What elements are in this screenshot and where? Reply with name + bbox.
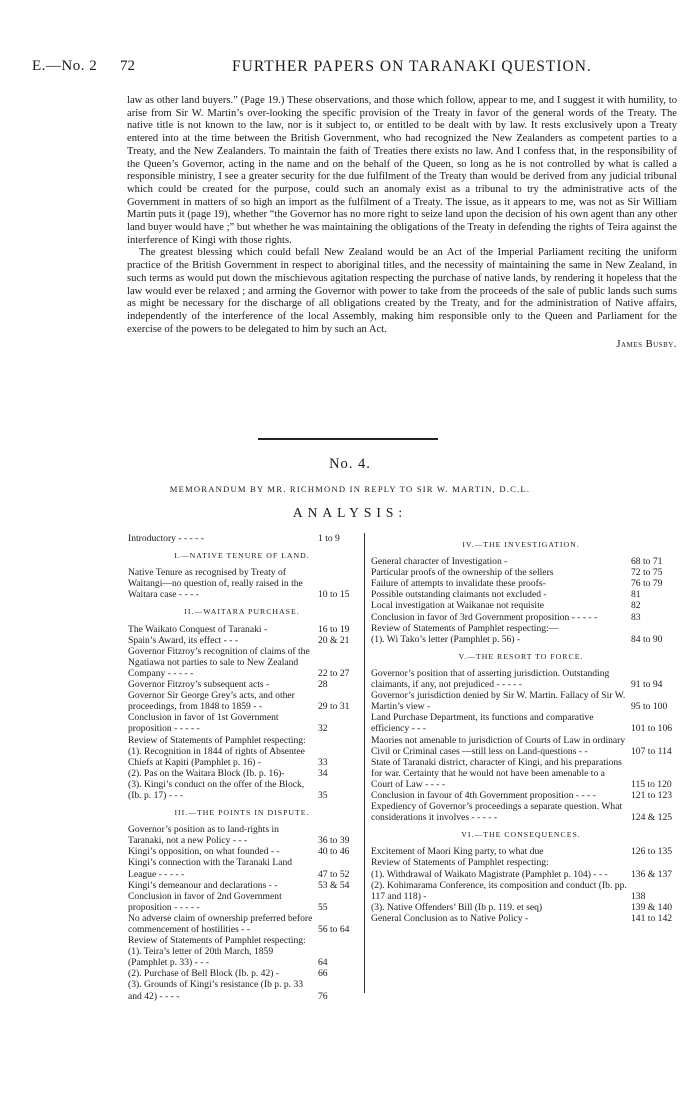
analysis-entry [128, 533, 356, 544]
analysis-entry [371, 578, 671, 589]
analysis-entry [371, 612, 671, 623]
analysis-entry [128, 679, 356, 690]
analysis-entry-paragraphs: 40 to 46 [318, 846, 350, 858]
analysis-entry-text: Possible outstanding claimants not excluded - [371, 589, 547, 601]
analysis-entry-text: Conclusion in favor of 1st Government proposition - - - - - [128, 712, 279, 735]
page-header [32, 58, 672, 80]
analysis-entry-paragraphs: 121 to 123 [631, 789, 673, 801]
analysis-entry [371, 634, 671, 645]
running-title: FURTHER PAPERS ON TARANAKI QUESTION. [232, 58, 592, 75]
analysis-entry [128, 880, 356, 891]
analysis-section-heading: V.—THE RESORT TO FORCE. [458, 651, 584, 661]
analysis-entry [371, 902, 671, 913]
analysis-entry [128, 979, 356, 1001]
analysis-entry [371, 567, 671, 578]
analysis-entry-text: Land Purchase Department, its functions and comparative efficiency - - - [371, 712, 594, 735]
analysis-entry [371, 801, 671, 823]
analysis-entry-text: Introductory - - - - - [128, 533, 204, 544]
analysis-entry-paragraphs: 124 & 125 [631, 812, 673, 824]
letter-body [127, 95, 677, 352]
analysis-entry [371, 712, 671, 734]
analysis-entry [371, 913, 671, 924]
analysis-entry-paragraphs: 95 to 100 [631, 701, 668, 713]
analysis-entry-paragraphs: 29 to 31 [318, 701, 350, 713]
analysis-entry-text: (2). Kohimarama Conference, its composition and conduct (Ib. pp. 117 and 118) - [371, 879, 627, 902]
analysis-entry-paragraphs: 136 & 137 [631, 868, 673, 880]
analysis-entry-text: Kingi’s demeanour and declarations - - [128, 879, 278, 891]
analysis-entry-text: State of Taranaki district, character of Kingi, and his preparations for war. Certainty that he would not have been amenable to a Court of Law - - - - [371, 756, 622, 790]
analysis-entry-paragraphs: 1 to 9 [318, 533, 340, 544]
analysis-entry [128, 646, 356, 679]
analysis-entry-text: Review of Statements of Pamphlet respecting: [128, 734, 306, 746]
analysis-section-heading: VI.—THE CONSEQUENCES. [461, 830, 581, 840]
analysis-entry-paragraphs: 32 [318, 723, 328, 735]
analysis-entry-text: Native Tenure as recognised by Treaty of Waitangi—no question of, really raised in the Waitara case - - - - [128, 567, 303, 601]
analysis-entry-paragraphs: 64 [318, 957, 328, 969]
analysis-entry-paragraphs: 28 [318, 679, 328, 691]
analysis-entry-text: Spain’s Award, its effect - - - [128, 634, 239, 646]
analysis-entry-text: (1). Recognition in 1844 of rights of Absentee Chiefs at Kapiti (Pamphlet p. 16) - [128, 745, 305, 768]
analysis-entry [128, 891, 356, 913]
analysis-entry [128, 824, 356, 846]
analysis-entry-paragraphs: 91 to 94 [631, 679, 663, 691]
analysis-entry-text: No adverse claim of ownership preferred before commencement of hostilities - - [128, 912, 313, 935]
analysis-entry [128, 857, 356, 879]
analysis-entry [371, 556, 671, 567]
analysis-entry-paragraphs: 68 to 71 [631, 556, 663, 568]
analysis-entry-text: Governor’s position that of asserting jurisdiction. Outstanding claimants, if any, not prejudiced - - - - - [371, 667, 610, 691]
analysis-entry-text: Review of Statements of Pamphlet respecting: [128, 935, 306, 947]
analysis-entry [371, 589, 671, 600]
analysis-entry-paragraphs: 10 to 15 [318, 589, 350, 601]
analysis-entry-text: Review of Statements of Pamphlet respecting: [371, 857, 549, 869]
analysis-entry [128, 567, 356, 600]
analysis-entry-text: Review of Statements of Pamphlet respecting:— [371, 622, 559, 634]
analysis-section-heading: IV.—THE INVESTIGATION. [462, 540, 580, 549]
analysis-entry-text: Conclusion in favour of 4th Government proposition - - - - [371, 789, 596, 801]
analysis-entry-paragraphs: 101 to 106 [631, 723, 673, 735]
document-number: No. 4. [329, 456, 371, 472]
body-paragraph: law as other land buyers.” (Page 19.) These observations, and those which follow, appear to me, and I suggest it with humility, to arise from Sir W. Martin’s over-looking the specific provision of the Treaty in favor of the general words of the Treaty. The native title is not known to the law, nor is it subject to, or entitled to be dealt with by law. It rests exclusively upon a Treaty entered into at the time between the British Government, who had recognized the New Zealanders as competent parties to a Treaty, and the New Zealanders. To maintain the faith of Treaties there exists no law. And I confess that, in the responsibility of the Queen’s Governor, acting in the name and on the behalf of the Queen, so long as he is not controlled by what is called a responsible ministry, I see a greater security for the due fulfilment of the Treaty than would be derived from any judicial tribunal which could be created for the purpose, could such an anomaly exist as a tribunal to try the administrative acts of the Government in matters of so high an import as the fulfilment of a Treaty. The issue, as it appears to me, was not as Sir William Martin puts it (page 19), whether “the Governor has no more right to seize land upon the decision of his own agent than any other land buyer would have ;” but whether he was maintaining the obligations of the Treaty in defending the rights of Teira against the interference of Kingi with those rights. [127, 95, 677, 246]
analysis-left-column [128, 533, 356, 1002]
analysis-entry-text: Conclusion in favor of 3rd Government proposition - - - - - [371, 611, 598, 623]
analysis-entry-paragraphs: 141 to 142 [631, 912, 673, 924]
analysis-entry [371, 869, 671, 880]
analysis-entry [128, 768, 356, 779]
analysis-entry-text: (1). Wi Tako’s letter (Pamphlet p. 56) - [371, 633, 521, 645]
paper-reference: E.—No. 2 [32, 58, 98, 74]
analysis-entry-paragraphs: 139 & 140 [631, 901, 673, 913]
analysis-entry-text: (1). Teira’s letter of 20th March, 1859 (Pamphlet p. 33) - - - [128, 946, 274, 969]
page-number: 72 [120, 58, 135, 74]
analysis-entry-paragraphs: 33 [318, 756, 328, 768]
analysis-entry [128, 635, 356, 646]
analysis-entry [371, 623, 671, 634]
analysis-entry-paragraphs: 20 & 21 [318, 634, 350, 646]
analysis-section-heading: II.—WAITARA PURCHASE. [184, 607, 300, 617]
analysis-entry-text: (3). Native Offenders’ Bill (Ib p. 119. et seq) [371, 901, 543, 913]
analysis-entry [371, 668, 671, 690]
analysis-entry-text: General character of Investigation - [371, 556, 508, 568]
analysis-entry-paragraphs: 76 to 79 [631, 578, 663, 590]
analysis-entry-paragraphs: 82 [631, 600, 641, 612]
analysis-entry-paragraphs: 83 [631, 611, 641, 623]
analysis-entry-text: Conclusion in favor of 2nd Government proposition - - - - - [128, 890, 282, 913]
analysis-entry-text: General Conclusion as to Native Policy - [371, 912, 529, 924]
analysis-entry-text: (3). Grounds of Kingi’s resistance (Ib p. p. 33 and 42) - - - - [128, 979, 304, 1002]
analysis-entry-text: Governor Fitzroy’s recognition of claims of the Ngatiawa not parties to sale to New Zealand Company - - - - - [128, 645, 310, 679]
analysis-entry-text: Maories not amenable to jurisdiction of Courts of Law in ordinary Civil or Criminal cases —still less on Land-questions - - [371, 734, 626, 757]
analysis-entry-text: The Waikato Conquest of Taranaki - [128, 623, 268, 635]
analysis-entry-text: (2). Pas on the Waitara Block (Ib. p. 16)- [128, 767, 285, 779]
analysis-entry-text: (1). Withdrawal of Waikato Magistrate (Pamphlet p. 104) - - - [371, 868, 608, 880]
analysis-entry-paragraphs: 55 [318, 901, 328, 913]
analysis-entry-paragraphs: 47 to 52 [318, 868, 350, 880]
analysis-entry-paragraphs: 76 [318, 990, 328, 1002]
analysis-entry-paragraphs: 34 [318, 767, 328, 779]
analysis-entry [371, 757, 671, 790]
analysis-entry-text: Kingi’s opposition, on what founded - - [128, 846, 280, 858]
analysis-entry-paragraphs: 35 [318, 789, 328, 801]
analysis-entry-paragraphs: 16 to 19 [318, 623, 350, 635]
analysis-entry-text: Failure of attempts to invalidate these proofs- [371, 578, 546, 590]
analysis-entry-paragraphs: 22 to 27 [318, 667, 350, 679]
analysis-entry [128, 735, 356, 746]
analysis-entry [371, 735, 671, 757]
analysis-entry-paragraphs: 66 [318, 968, 328, 980]
analysis-section-heading: I.—NATIVE TENURE OF LAND. [174, 551, 310, 561]
analysis-entry-text: Expediency of Governor’s proceedings a separate question. What considerations it involves - - - - - [371, 801, 623, 824]
column-divider [364, 533, 365, 993]
analysis-entry [371, 600, 671, 611]
analysis-entry [128, 913, 356, 935]
analysis-entry-text: (2). Purchase of Bell Block (Ib. p. 42) - [128, 968, 280, 980]
analysis-entry-text: Governor’s position as to land-rights in Taranaki, not a new Policy - - - [128, 824, 279, 847]
analysis-entry-text: Governor Sir George Grey’s acts, and other proceedings, from 1848 to 1859 - - [128, 690, 295, 713]
analysis-entry [371, 690, 671, 712]
analysis-entry [128, 779, 356, 801]
analysis-entry [371, 846, 671, 857]
analysis-entry [128, 846, 356, 857]
analysis-entry [128, 746, 356, 768]
analysis-entry-paragraphs: 107 to 114 [631, 745, 672, 757]
analysis-entry-paragraphs: 115 to 120 [631, 778, 672, 790]
analysis-entry-text: Kingi’s connection with the Taranaki Land League - - - - - [128, 857, 293, 880]
analysis-entry-paragraphs: 53 & 54 [318, 879, 350, 891]
signature: James Busby. [616, 339, 677, 351]
analysis-entry-text: Governor’s jurisdiction denied by Sir W. Martin. Fallacy of Sir W. Martin’s view - [371, 690, 626, 713]
analysis-entry [128, 935, 356, 946]
analysis-entry-paragraphs: 138 [631, 890, 646, 902]
analysis-entry [128, 712, 356, 734]
analysis-entry [128, 946, 356, 968]
analysis-entry [128, 690, 356, 712]
section-divider [258, 438, 438, 440]
analysis-entry-paragraphs: 72 to 75 [631, 567, 663, 579]
analysis-entry-text: (3). Kingi’s conduct on the offer of the Block, (Ib. p. 17) - - - [128, 778, 305, 801]
body-paragraph: The greatest blessing which could befall New Zealand would be an Act of the Imperial Parliament reciting the uniform practice of the British Government in respect to aboriginal titles, and the necessity of maintaining the same in New Zealand, in such terms as would put down the mischievous agitation respecting the purchase of native lands, by rendering it hopeless that the law would ever be relaxed ; and arming the Governor with power to take from the proceeds of the sale of public lands such sums as might be necessary for the discharge of all obligations created by the Treaty, and for the administration of Native affairs, independently of the interference of the local Assembly, making him responsible only to the Queen and Parliament for the exercise of the powers to be delegated to him by such an Act. [127, 247, 677, 335]
analysis-right-column [371, 533, 671, 924]
analysis-entry [371, 880, 671, 902]
memorandum-title: MEMORANDUM BY MR. RICHMOND IN REPLY TO SIR W. MARTIN, D.C.L. [169, 484, 531, 494]
analysis-entry-text: Excitement of Maori King party, to what due [371, 846, 544, 858]
analysis-entry [371, 790, 671, 801]
analysis-entry-text: Governor Fitzroy’s subsequent acts - [128, 679, 270, 691]
analysis-entry-paragraphs: 81 [631, 589, 641, 601]
analysis-entry [371, 857, 671, 868]
analysis-heading: ANALYSIS: [292, 505, 408, 520]
analysis-entry-text: Particular proofs of the ownership of the sellers [371, 567, 554, 579]
analysis-entry-paragraphs: 126 to 135 [631, 846, 673, 858]
analysis-entry-paragraphs: 36 to 39 [318, 835, 350, 847]
analysis-entry-paragraphs: 84 to 90 [631, 633, 663, 645]
analysis-entry-text: Local investigation at Waikanae not requisite [371, 600, 545, 612]
analysis-section-heading: III.—THE POINTS IN DISPUTE. [174, 808, 310, 818]
analysis-entry [128, 624, 356, 635]
analysis-entry [128, 968, 356, 979]
analysis-entry-paragraphs: 56 to 64 [318, 924, 350, 935]
